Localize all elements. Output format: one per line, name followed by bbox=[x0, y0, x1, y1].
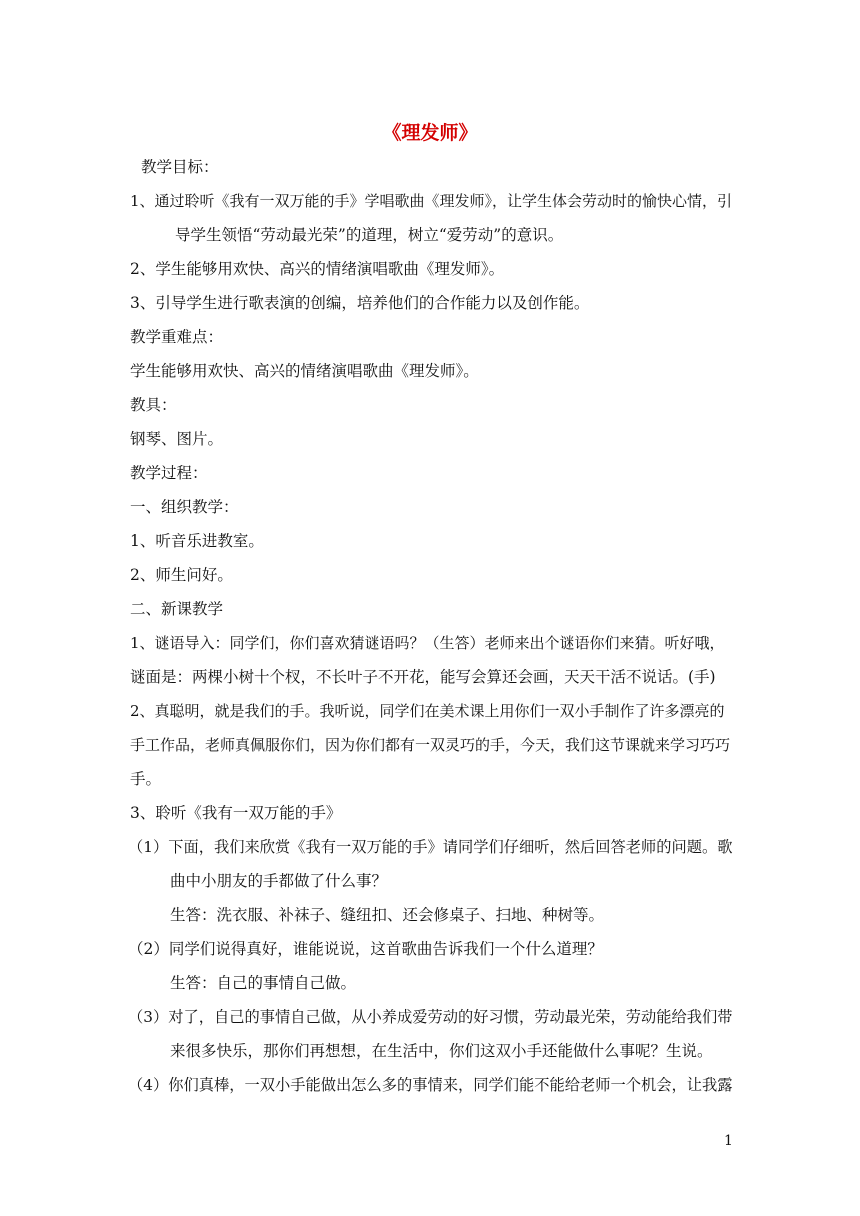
text-line: 钢琴、图片。 bbox=[130, 430, 224, 448]
document-title: 《理发师》 bbox=[382, 122, 478, 144]
text-line: 1、谜语导入：同学们，你们喜欢猜谜语吗？（生答）老师来出个谜语你们来猜。听好哦， bbox=[130, 634, 725, 652]
text-line: 学生能够用欢快、高兴的情绪演唱歌曲《理发师》。 bbox=[130, 362, 479, 380]
text-line: 2、师生问好。 bbox=[130, 566, 233, 584]
text-line: 教具： bbox=[130, 396, 177, 414]
text-line: 1、听音乐进教室。 bbox=[130, 532, 264, 550]
text-line: 教学重难点： bbox=[130, 328, 224, 346]
text-line: 生答：自己的事情自己做。 bbox=[170, 974, 357, 992]
text-line: 手。 bbox=[130, 770, 162, 788]
text-line: 来很多快乐，那你们再想想，在生活中，你们这双小手还能做什么事呢？生说。 bbox=[170, 1042, 713, 1060]
text-line: 3、引导学生进行歌表演的创编，培养他们的合作能力以及创作能。 bbox=[130, 294, 590, 312]
text-line: 教学目标： bbox=[141, 158, 219, 176]
text-line: 曲中小朋友的手都做了什么事？ bbox=[170, 872, 388, 890]
text-line: 一、组织教学： bbox=[130, 498, 239, 516]
text-line: （4）你们真棒，一双小手能做出怎么多的事情来，同学们能不能给老师一个机会，让我露 bbox=[128, 1076, 733, 1094]
text-line: （3）对了，自己的事情自己做，从小养成爱劳动的好习惯，劳动最光荣，劳动能给我们带 bbox=[128, 1008, 733, 1026]
text-line: 二、新课教学 bbox=[130, 600, 224, 618]
text-line: 1、通过聆听《我有一双万能的手》学唱歌曲《理发师》，让学生体会劳动时的愉快心情，引 bbox=[130, 192, 733, 210]
text-line: 2、真聪明，就是我们的手。我听说，同学们在美术课上用你们一双小手制作了许多漂亮的 bbox=[130, 702, 725, 720]
text-line: 谜面是：两棵小树十个杈，不长叶子不开花，能写会算还会画，天天干活不说话。(手) bbox=[130, 668, 716, 686]
text-line: 导学生领悟“劳动最光荣”的道理，树立“爱劳动”的意识。 bbox=[175, 226, 564, 244]
text-line: 3、聆听《我有一双万能的手》 bbox=[130, 804, 342, 822]
page-number: 1 bbox=[724, 1133, 733, 1149]
text-line: 2、学生能够用欢快、高兴的情绪演唱歌曲《理发师》。 bbox=[130, 260, 505, 278]
text-line: 生答：洗衣服、补袜子、缝纽扣、还会修桌子、扫地、种树等。 bbox=[170, 906, 605, 924]
text-line: （2）同学们说得真好，谁能说说，这首歌曲告诉我们一个什么道理？ bbox=[128, 940, 603, 958]
text-line: 教学过程： bbox=[130, 464, 208, 482]
text-line: （1）下面，我们来欣赏《我有一双万能的手》请同学们仔细听，然后回答老师的问题。歌 bbox=[128, 838, 733, 856]
text-line: 手工作品，老师真佩服你们，因为你们都有一双灵巧的手，今天，我们这节课就来学习巧巧 bbox=[130, 736, 731, 754]
